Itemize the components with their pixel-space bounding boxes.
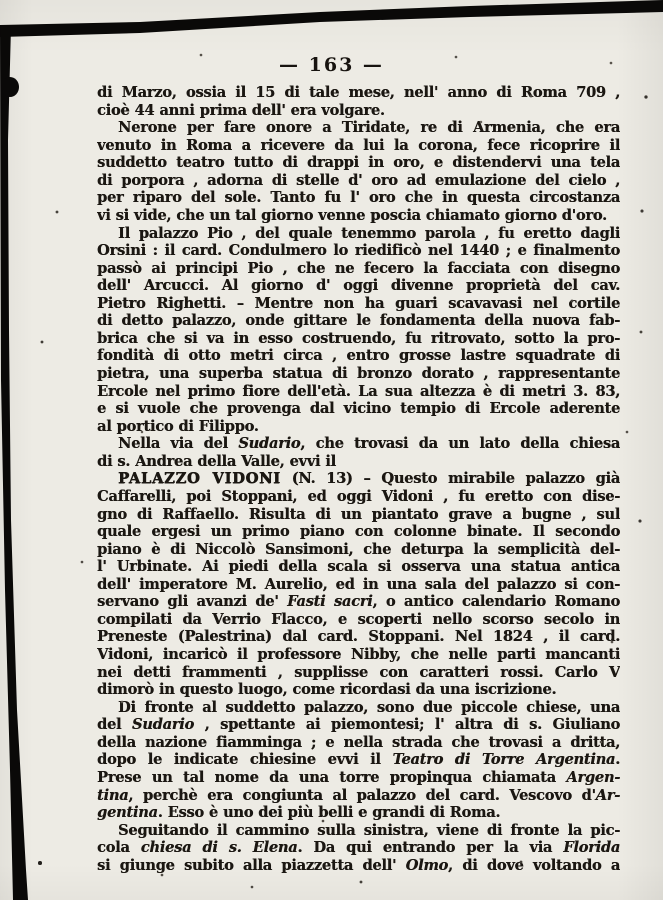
body-text: . Esso è uno dei più belli e grandi di Roma.	[157, 804, 501, 822]
text-line	[97, 330, 620, 348]
body-text: Nella via del	[118, 435, 239, 453]
text-line	[97, 84, 620, 102]
text-line	[97, 523, 620, 541]
text-line	[97, 716, 620, 734]
text-line	[97, 787, 620, 805]
body-text: servano gli avanzi de'	[97, 593, 288, 611]
body-text: Pietro Righetti. – Mentre non ha guari scavavasi nel cortile	[97, 294, 620, 312]
body-text: vi si vide, che un tal giorno venne poscia chiamato giorno d'oro.	[97, 206, 607, 224]
scan-noise	[0, 0, 2, 2]
text-line	[97, 277, 620, 295]
body-text: nei detti frammenti , supplisse con caratteri rossi. Carlo V	[97, 663, 620, 681]
body-text: di Marzo, ossia il 15 di tale mese, nell' anno di Roma 709 ,	[97, 84, 620, 101]
body-text: dell' imperatore M. Aurelio, ed in una sala del palazzo si con-	[97, 575, 620, 593]
body-text: , o antico calendario Romano	[372, 593, 620, 611]
text-line	[97, 822, 620, 840]
body-text: della nazione fiamminga ; e nella strada che trovasi a dritta,	[97, 733, 620, 751]
text-line	[97, 804, 620, 822]
text-line	[97, 242, 620, 260]
body-text: l' Urbinate. Ai piedi della scala si osserva una statua antica	[97, 558, 620, 576]
left-edge-band	[0, 25, 28, 900]
text-line	[97, 839, 620, 857]
text-line	[97, 435, 620, 453]
italic-term: Florida	[563, 839, 620, 857]
body-text: Prese un tal nome da una torre propinqua chiamata	[97, 768, 567, 786]
body-text: Di fronte al suddetto palazzo, sono due piccole chiese, una	[118, 698, 620, 716]
text-line	[97, 383, 620, 401]
body-text: venuto in Roma a ricevere da lui la corona, fece ricoprire il	[97, 136, 620, 154]
text-line	[97, 611, 620, 629]
body-text: cola	[97, 839, 141, 857]
body-text: Orsini : il card. Condulmero lo riedificò nel 1440 ; e finalmento	[97, 242, 620, 260]
body-text: Il palazzo Pio , del quale tenemmo parola , fu eretto dagli	[118, 224, 620, 242]
italic-term: Argen-	[566, 768, 620, 786]
body-text: passò ai principi Pio , che ne fecero la facciata con disegno	[97, 259, 620, 277]
text-line	[97, 734, 620, 752]
text-line	[97, 664, 620, 682]
body-text: pietra, una superba statua di bronzo dorato , rappresentante	[97, 365, 620, 382]
body-text: Preneste (Palestrina) dal card. Stoppani. Nel 1824 , il card.	[97, 628, 620, 646]
body-text: compilati da Verrio Flacco, e scoperti nello scorso secolo in	[97, 610, 620, 628]
italic-term: Teatro di Torre Argentina	[392, 751, 616, 769]
text-line	[97, 172, 620, 190]
body-text: piano è di Niccolò Sansimoni, che deturpa la semplicità del-	[97, 540, 620, 558]
body-text: dimorò in questo luogo, come ricordasi da una iscrizione.	[97, 681, 557, 699]
text-line	[97, 681, 620, 699]
text-line	[97, 558, 620, 576]
body-text: . Da qui entrando per la via	[297, 839, 564, 857]
body-text: quale ergesi un primo piano con colonne binate. Il secondo	[97, 523, 620, 541]
text-line	[97, 646, 620, 664]
body-text: Ercole nel primo fiore dell'età. La sua altezza è di metri 3. 83,	[97, 382, 620, 400]
body-text: Caffarelli, poi Stoppani, ed oggi Vidoni , fu eretto con dise-	[97, 487, 620, 505]
italic-term: chiesa di s. Elena	[140, 839, 298, 857]
text-line	[97, 260, 620, 278]
text-line	[97, 470, 620, 488]
text-line	[97, 207, 620, 225]
text-line	[97, 628, 620, 646]
italic-term: Ar-	[595, 786, 620, 804]
text-line	[97, 295, 620, 313]
text-line	[97, 102, 620, 120]
body-text: dell' Arcucci. Al giorno d' oggi divenne proprietà del cav.	[97, 277, 620, 295]
body-text: gno di Raffaello. Risulta di un piantato grave a bugne , sul	[97, 505, 620, 523]
body-text: Nerone per fare onore a Tiridate, re di Armenia, che era	[118, 119, 620, 137]
italic-term: Sudario	[131, 716, 194, 734]
text-line	[97, 347, 620, 365]
text-line	[97, 225, 620, 243]
body-text: di s. Andrea della Valle, evvi il	[97, 452, 336, 470]
text-line	[97, 119, 620, 137]
body-text: (N. 13) – Questo mirabile palazzo già	[280, 470, 620, 488]
text-line	[97, 506, 620, 524]
text-line	[97, 751, 620, 769]
italic-term: gentina	[97, 804, 158, 822]
text-line	[97, 154, 620, 172]
body-text: al portico di Filippo.	[97, 417, 259, 435]
text-block	[97, 84, 620, 874]
body-text: , perchè era congiunta al palazzo del card. Vescovo d'	[128, 786, 596, 804]
body-text: del	[97, 716, 132, 734]
text-line	[97, 541, 620, 559]
body-text: per riparo del sole. Tanto fu l' oro che in questa circostanza	[97, 189, 620, 207]
body-text: suddetto teatro tutto di drappi in oro, e distendervi una tela	[97, 154, 620, 172]
text-line	[97, 488, 620, 506]
body-text: brica che si va in esso costruendo, fu ritrovato, sotto la pro-	[97, 329, 620, 347]
body-text: di detto palazzo, onde gittare le fondamenta della nuova fab-	[97, 312, 620, 330]
text-line	[97, 769, 620, 787]
text-line	[97, 137, 620, 155]
body-text: Seguitando il cammino sulla sinistra, viene di fronte la pic-	[118, 821, 620, 839]
body-text: , spettante ai piemontesi; l' altra di s. Giuliano	[193, 716, 620, 734]
text-line	[97, 312, 620, 330]
text-line	[97, 857, 620, 875]
top-edge-band	[0, 0, 663, 37]
body-text: fondità di otto metri circa , entro grosse lastre squadrate di	[97, 347, 620, 365]
italic-term: Fasti sacri	[287, 593, 373, 611]
page-number: — 163 —	[279, 54, 384, 76]
body-text: , che trovasi da un lato della chiesa	[300, 435, 620, 453]
section-heading: PALAZZO VIDONI	[118, 470, 281, 488]
text-line	[97, 699, 620, 717]
text-line	[97, 400, 620, 418]
ink-blob	[1, 77, 19, 97]
text-line	[97, 365, 620, 383]
text-line	[97, 453, 620, 471]
body-text: e si vuole che provenga dal vicino tempio di Ercole aderente	[97, 400, 620, 418]
body-text: cioè 44 anni prima dell' era volgare.	[97, 101, 385, 119]
text-line	[97, 576, 620, 594]
body-text: Vidoni, incaricò il professore Nibby, che nelle parti mancanti	[97, 646, 620, 663]
body-text: di porpora , adorna di stelle d' oro ad emulazione del cielo ,	[97, 171, 620, 189]
body-text: si giunge subito alla piazzetta dell'	[97, 856, 406, 874]
italic-term: tina	[97, 786, 129, 804]
body-text: .	[615, 751, 620, 769]
body-text: , di dove voltando a	[448, 856, 620, 874]
italic-term: Olmo	[405, 856, 448, 874]
text-line	[97, 418, 620, 436]
text-line	[97, 189, 620, 207]
text-line	[97, 593, 620, 611]
body-text: dopo le indicate chiesine evvi il	[97, 751, 393, 769]
italic-term: Sudario	[238, 435, 301, 453]
